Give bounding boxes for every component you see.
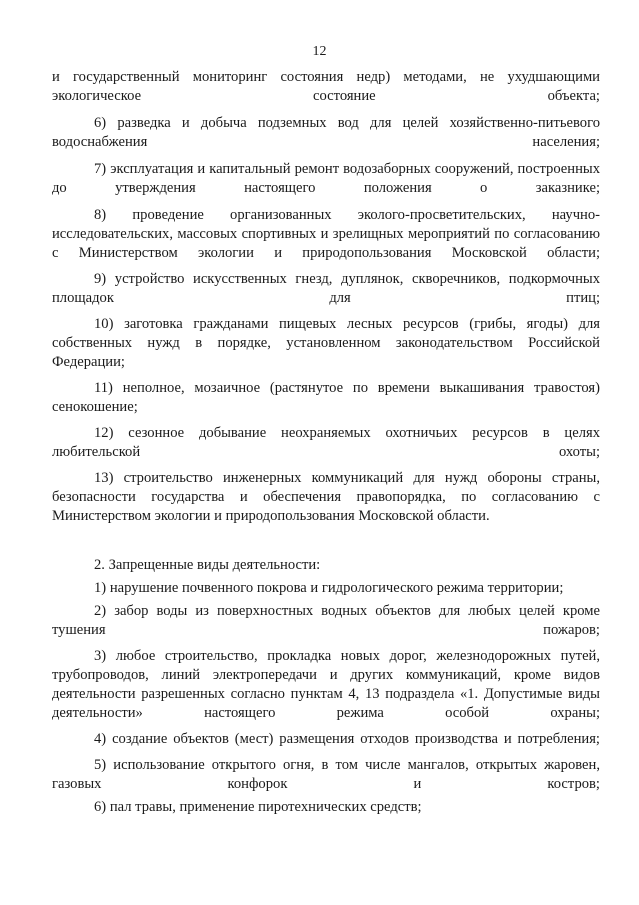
item-text: проведение организованных эколого-просветительских, научно-исследовательских, массовых спортивных и зрелищных мероприятий по согласованию с Министерством экологии и природопользования Московской области;: [52, 207, 600, 261]
item-text: нарушение почвенного покрова и гидрологического режима территории;: [109, 580, 564, 596]
item-text: заготовка гражданами пищевых лесных ресурсов (грибы, ягоды) для собственных нужд в порядке, установленном законодательством Российской Федерации;: [52, 316, 600, 370]
prohibited-item-5: [52, 756, 600, 794]
permitted-item-10: [52, 315, 600, 372]
item-number: 10): [94, 316, 114, 332]
item-number: 8): [94, 207, 107, 223]
permitted-item-12: [52, 424, 600, 462]
prohibited-item-4: [52, 730, 600, 749]
document-body: [52, 68, 600, 817]
item-text: сезонное добывание неохраняемых охотничьих ресурсов в целях любительской охоты;: [52, 425, 600, 460]
item-text: эксплуатация и капитальный ремонт водозаборных сооружений, построенных до утверждения настоящего положения о заказнике;: [52, 161, 600, 196]
item-text: устройство искусственных гнезд, дуплянок, скворечников, подкормочных площадок для птиц;: [52, 271, 600, 306]
item-text: любое строительство, прокладка новых дорог, железнодорожных путей, трубопроводов, линий электропередачи и других коммуникаций, кроме видов деятельности разрешенных согласно пунктам 4, 13 подраздела «1. Допустимые виды деятельности» настоящего режима особой охраны;: [52, 648, 600, 721]
permitted-item-9: [52, 270, 600, 308]
intro-paragraph: и государственный мониторинг состояния недр) методами, не ухудшающими экологическое состояние объекта;: [52, 69, 600, 104]
prohibited-item-3: [52, 647, 600, 723]
permitted-item-7: [52, 160, 600, 198]
permitted-item-6: [52, 114, 600, 152]
page-number: 12: [312, 44, 327, 59]
prohibited-item-2: [52, 602, 600, 640]
item-number: 6): [94, 799, 107, 815]
item-number: 2): [94, 603, 107, 619]
prohibited-item-6: [52, 798, 600, 817]
item-number: 5): [94, 757, 107, 773]
item-number: 4): [94, 731, 107, 747]
prohibited-item-1: [52, 579, 600, 598]
item-number: 9): [94, 271, 107, 287]
item-text: разведка и добыча подземных вод для целей хозяйственно-питьевого водоснабжения населения;: [52, 115, 600, 150]
item-number: 6): [94, 115, 107, 131]
permitted-item-8: [52, 206, 600, 263]
permitted-item-13: [52, 469, 600, 526]
item-number: 7): [94, 161, 107, 177]
item-text: пал травы, применение пиротехнических средств;: [109, 799, 422, 815]
permitted-item-11: [52, 379, 600, 417]
item-number: 12): [94, 425, 114, 441]
item-text: забор воды из поверхностных водных объектов для любых целей кроме тушения пожаров;: [52, 603, 600, 638]
item-text: неполное, мозаичное (растянутое по времени выкашивания травостоя) сенокошение;: [52, 380, 600, 415]
item-number: 1): [94, 580, 107, 596]
item-text: использование открытого огня, в том числе мангалов, открытых жаровен, газовых конфорок и костров;: [52, 757, 600, 792]
item-number: 13): [94, 470, 114, 486]
item-number: 3): [94, 648, 107, 664]
item-number: 11): [94, 380, 113, 396]
item-text: создание объектов (мест) размещения отходов производства и потребления;: [112, 731, 600, 747]
section-2-heading: 2. Запрещенные виды деятельности:: [94, 557, 321, 573]
item-text: строительство инженерных коммуникаций для нужд обороны страны, безопасности государства и обеспечения правопорядка, по согласованию с Министерством экологии и природопользования Московской области.: [52, 470, 600, 524]
